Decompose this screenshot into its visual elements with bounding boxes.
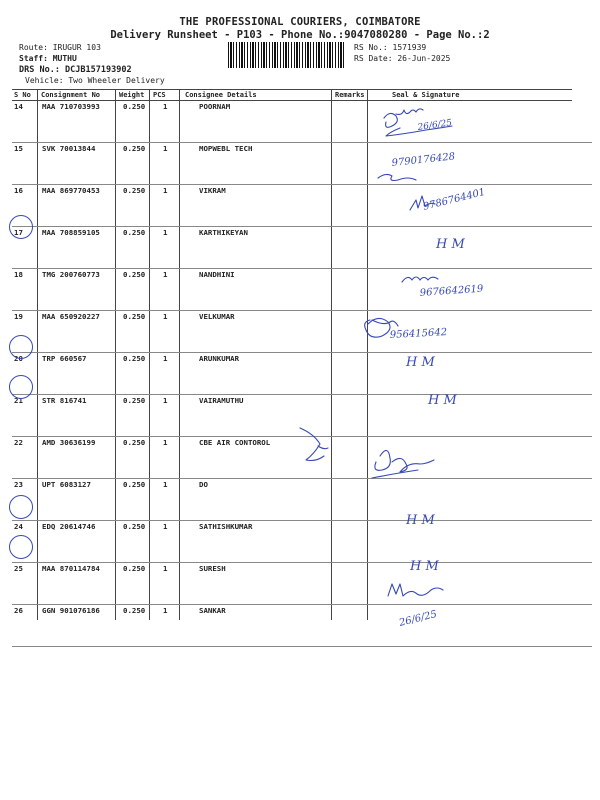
consignee-name: POORNAM — [199, 102, 231, 111]
col-header-consignment: Consignment No — [41, 91, 101, 99]
signature-cell — [387, 227, 592, 269]
pieces-count: 1 — [163, 228, 168, 237]
consignee-name: KARTHIKEYAN — [199, 228, 248, 237]
remarks-cell — [351, 437, 387, 479]
weight-value: 0.250 — [123, 270, 146, 279]
route-label: Route: IRUGUR 103 — [19, 43, 101, 52]
consignment-number: SVK 70013844 — [42, 144, 96, 153]
table-row — [12, 395, 592, 437]
weight-value: 0.250 — [123, 606, 146, 615]
consignment-number: UPT 6083127 — [42, 480, 91, 489]
weight-value: 0.250 — [123, 186, 146, 195]
handwritten-initials: H M — [406, 513, 435, 528]
table-row — [12, 521, 592, 563]
weight-value: 0.250 — [123, 312, 146, 321]
company-title: THE PROFESSIONAL COURIERS, COIMBATORE — [179, 16, 421, 28]
pieces-count: 1 — [163, 270, 168, 279]
table-row — [12, 563, 592, 605]
consignment-number: TMG 200760773 — [42, 270, 100, 279]
table-row — [12, 437, 592, 479]
consignment-number: TRP 660567 — [42, 354, 87, 363]
consignment-number: MAA 710703993 — [42, 102, 100, 111]
table-row — [12, 269, 592, 311]
remarks-cell — [351, 395, 387, 437]
remarks-cell — [351, 101, 387, 143]
vehicle-label: Vehicle: Two Wheeler Delivery — [25, 76, 165, 85]
serial-number: 26 — [14, 606, 23, 615]
table-row — [12, 185, 592, 227]
pieces-count: 1 — [163, 480, 168, 489]
serial-number: 21 — [14, 396, 23, 405]
table-row — [12, 479, 592, 521]
weight-value: 0.250 — [123, 522, 146, 531]
circled-serial-mark — [9, 375, 33, 399]
circled-serial-mark — [9, 495, 33, 519]
circled-serial-mark — [9, 535, 33, 559]
staff-label: Staff: MUTHU — [19, 54, 77, 63]
consignee-name: MOPWEBL TECH — [199, 144, 253, 153]
serial-number: 15 — [14, 144, 23, 153]
weight-value: 0.250 — [123, 564, 146, 573]
handwritten-phone: 9786764401 — [422, 186, 487, 213]
serial-number: 22 — [14, 438, 23, 447]
table-row — [12, 101, 592, 143]
consignee-name: SANKAR — [199, 606, 226, 615]
col-header-consignee: Consignee Details — [185, 91, 257, 99]
consignment-number: GGN 901076186 — [42, 606, 100, 615]
handwritten-initials: H M — [428, 393, 457, 408]
signature-cell — [387, 563, 592, 605]
circled-serial-mark — [9, 215, 33, 239]
col-header-sno: S No — [14, 91, 31, 99]
weight-value: 0.250 — [123, 228, 146, 237]
col-header-weight: Weight — [119, 91, 145, 99]
col-header-pcs: PCS — [153, 91, 166, 99]
signature-cell — [387, 185, 592, 227]
signature-cell — [387, 143, 592, 185]
remarks-cell — [351, 311, 387, 353]
pieces-count: 1 — [163, 522, 168, 531]
handwritten-initials: H M — [406, 355, 435, 370]
barcode — [228, 42, 346, 68]
serial-number: 20 — [14, 354, 23, 363]
weight-value: 0.250 — [123, 102, 146, 111]
col-header-remarks: Remarks — [335, 91, 365, 99]
pieces-count: 1 — [163, 144, 168, 153]
runsheet-subtitle: Delivery Runsheet - P103 - Phone No.:9047080280 - Page No.:2 — [110, 29, 490, 41]
consignee-name: VIKRAM — [199, 186, 226, 195]
remarks-cell — [351, 185, 387, 227]
pieces-count: 1 — [163, 564, 168, 573]
consignment-number: MAA 870114784 — [42, 564, 100, 573]
consignee-name: SATHISHKUMAR — [199, 522, 253, 531]
consignee-name: VELKUMAR — [199, 312, 235, 321]
remarks-cell — [351, 269, 387, 311]
drs-number: DRS No.: DCJB157193902 — [19, 65, 132, 75]
weight-value: 0.250 — [123, 396, 146, 405]
weight-value: 0.250 — [123, 144, 146, 153]
remarks-cell — [351, 227, 387, 269]
table-row — [12, 143, 592, 185]
remarks-cell — [351, 353, 387, 395]
serial-number: 23 — [14, 480, 23, 489]
consignment-table — [12, 101, 592, 647]
consignment-number: STR 816741 — [42, 396, 87, 405]
consignee-name: SURESH — [199, 564, 226, 573]
handwritten-date: 26/6/25 — [417, 118, 453, 133]
handwritten-phone: 9676642619 — [419, 283, 484, 299]
weight-value: 0.250 — [123, 438, 146, 447]
pieces-count: 1 — [163, 354, 168, 363]
signature-cell — [387, 311, 592, 353]
signature-cell — [387, 395, 592, 437]
consignee-name: CBE AIR CONTOROL — [199, 438, 271, 447]
serial-number: 24 — [14, 522, 23, 531]
serial-number: 16 — [14, 186, 23, 195]
handwritten-phone: 956415642 — [389, 327, 448, 341]
consignment-number: MAA 650920227 — [42, 312, 100, 321]
pieces-count: 1 — [163, 396, 168, 405]
pieces-count: 1 — [163, 312, 168, 321]
remarks-cell — [351, 143, 387, 185]
weight-value: 0.250 — [123, 354, 146, 363]
pieces-count: 1 — [163, 102, 168, 111]
consignment-number: AMD 30636199 — [42, 438, 96, 447]
consignment-number: MAA 708859105 — [42, 228, 100, 237]
table-row — [12, 311, 592, 353]
remarks-cell — [351, 521, 387, 563]
table-top-border — [12, 89, 572, 90]
handwritten-initials: H M — [436, 237, 465, 252]
consignee-name: ARUNKUMAR — [199, 354, 240, 363]
handwritten-phone: 9790176428 — [391, 151, 456, 169]
handwritten-initials: H M — [410, 559, 439, 574]
serial-number: 18 — [14, 270, 23, 279]
table-row — [12, 605, 592, 647]
circled-serial-mark — [9, 335, 33, 359]
remarks-cell — [351, 479, 387, 521]
rs-date: RS Date: 26-Jun-2025 — [354, 54, 451, 63]
remarks-cell — [351, 605, 387, 647]
signature-cell — [387, 269, 592, 311]
signature-cell — [387, 101, 592, 143]
rs-number: RS No.: 1571939 — [354, 43, 427, 52]
handwritten-date: 26/6/25 — [398, 608, 439, 629]
serial-number: 14 — [14, 102, 23, 111]
signature-cell — [387, 605, 592, 647]
serial-number: 19 — [14, 312, 23, 321]
serial-number: 17 — [14, 228, 23, 237]
pieces-count: 1 — [163, 438, 168, 447]
weight-value: 0.250 — [123, 480, 146, 489]
col-header-seal: Seal & Signature — [392, 91, 460, 99]
table-row — [12, 353, 592, 395]
consignment-number: MAA 869770453 — [42, 186, 100, 195]
signature-cell — [387, 479, 592, 521]
pieces-count: 1 — [163, 606, 168, 615]
table-row — [12, 227, 592, 269]
consignee-name: VAIRAMUTHU — [199, 396, 244, 405]
signature-cell — [387, 437, 592, 479]
signature-cell — [387, 521, 592, 563]
serial-number: 25 — [14, 564, 23, 573]
remarks-cell — [351, 563, 387, 605]
consignment-number: EDQ 20614746 — [42, 522, 96, 531]
consignee-name: NANDHINI — [199, 270, 235, 279]
signature-cell — [387, 353, 592, 395]
pieces-count: 1 — [163, 186, 168, 195]
consignee-name: DO — [199, 480, 208, 489]
